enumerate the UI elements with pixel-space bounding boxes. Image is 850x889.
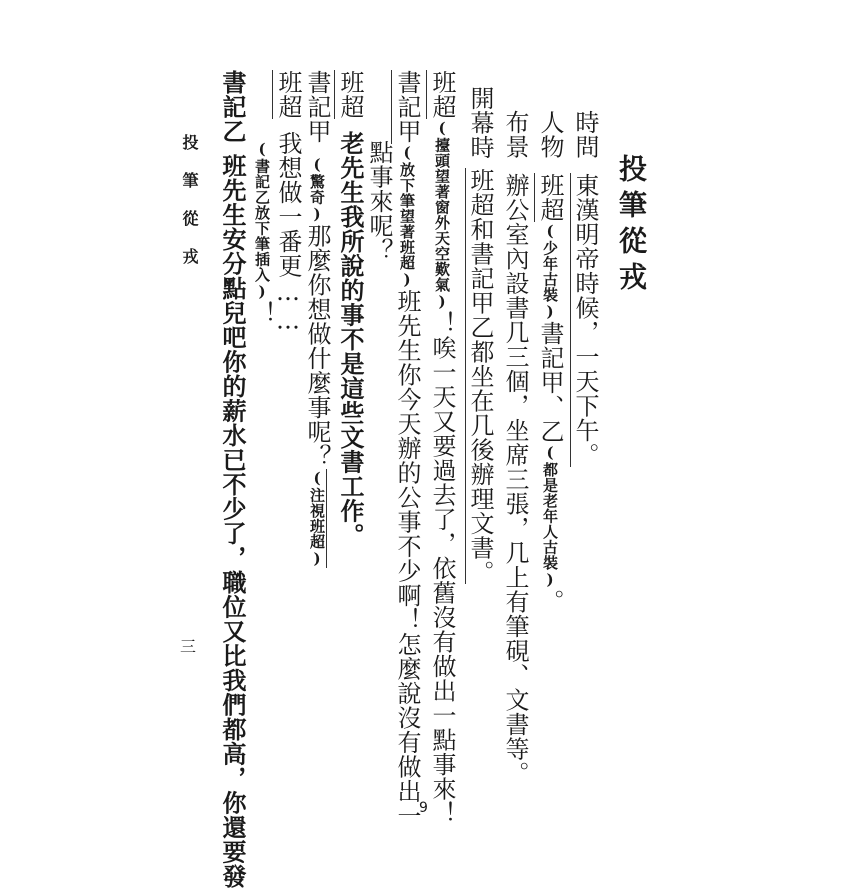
dialogue-line-1 bbox=[430, 70, 454, 826]
speaker-name: 書記甲 bbox=[303, 70, 331, 144]
setting-label: 布景 bbox=[501, 110, 529, 159]
speaker-name: 班超 bbox=[274, 70, 302, 119]
speaker-name: 書記甲 bbox=[393, 70, 421, 144]
stage-direction: (放下筆望著班超) bbox=[398, 143, 416, 289]
dialogue-punct: ！ bbox=[248, 301, 276, 326]
people-note-2: (都是老年人古裝) bbox=[541, 443, 559, 589]
stage-direction: (書記乙放下筆插入) bbox=[253, 140, 271, 301]
dialogue-line-2 bbox=[395, 70, 419, 828]
opening-line bbox=[468, 86, 492, 584]
dialogue-line-5 bbox=[276, 70, 300, 335]
page-title: 投筆從戎 bbox=[615, 154, 648, 298]
dialogue-line-4 bbox=[305, 70, 329, 568]
time-label: 時問 bbox=[571, 110, 599, 159]
dialogue-text: 那麼你想做什麼事呢？ bbox=[303, 223, 331, 469]
running-head: 投筆從戎 bbox=[180, 134, 199, 286]
dialogue-text: 老先生我所說的事不是這些文書工作。 bbox=[336, 131, 365, 548]
page-number: 9 bbox=[419, 800, 428, 816]
dialogue-line-2-cont: 點事來呢？ bbox=[365, 140, 393, 263]
setting-value: 辦公室內設書几三個，坐席三張，几上有筆硯、文書等。 bbox=[501, 173, 529, 786]
dialogue-text: 班先生安分點兒吧你的薪水已不少了，職位又比我們都高，你還要發 bbox=[218, 153, 247, 889]
people-rest: 書記甲、乙 bbox=[536, 321, 564, 444]
people-note-1: (少年古裝) bbox=[541, 222, 559, 321]
people-name: 班超 bbox=[536, 173, 564, 222]
stage-direction: (驚奇) bbox=[308, 155, 326, 224]
dialogue-text: ！唉一天又要過去了，依舊沒有做出一點事來！ bbox=[428, 311, 456, 826]
dialogue-text: 班先生你今天辦的公事不少啊！怎麼說沒有做出一 bbox=[393, 289, 421, 828]
setting-line bbox=[503, 110, 527, 786]
speaker-name: 班超 bbox=[336, 70, 364, 119]
people-label: 人物 bbox=[536, 110, 564, 159]
time-line bbox=[573, 110, 597, 467]
dialogue-text: 我想做一番更…… bbox=[274, 131, 302, 335]
speaker-name: 書記乙 bbox=[218, 70, 247, 144]
opening-value: 班超和書記甲乙都坐在几後辦理文書。 bbox=[466, 167, 494, 584]
speaker-name: 班超 bbox=[428, 70, 456, 119]
stage-direction-2: (注視班超) bbox=[308, 468, 326, 568]
dialogue-line-6 bbox=[218, 70, 247, 889]
people-line bbox=[538, 110, 562, 614]
stage-direction: (擡頭望著窗外天空歎氣) bbox=[433, 119, 451, 311]
time-value: 東漢明帝時候，一天下午。 bbox=[571, 173, 599, 467]
dialogue-line-3 bbox=[336, 70, 365, 548]
people-end: 。 bbox=[536, 589, 564, 614]
dialogue-line-6-note bbox=[250, 140, 274, 326]
opening-label: 開幕時 bbox=[466, 86, 494, 160]
page-char: 三 bbox=[180, 637, 197, 656]
